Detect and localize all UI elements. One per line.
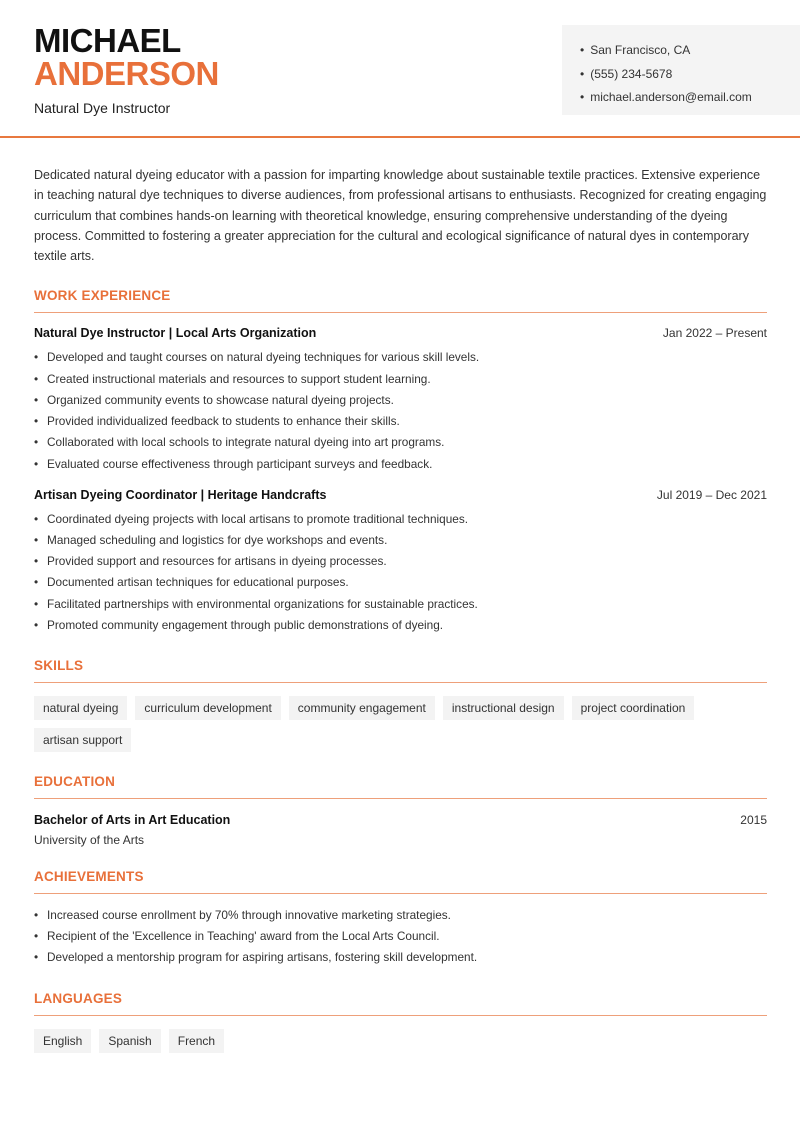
graduation-year: 2015	[740, 812, 767, 827]
job-bullets	[34, 509, 767, 636]
achievement-item: • Increased course enrollment by 70% through innovative marketing strategies.	[34, 905, 767, 926]
job-dates: Jan 2022 – Present	[662, 326, 767, 341]
bullet-item: • Provided individualized feedback to students to enhance their skills.	[34, 411, 767, 432]
work-experience-section	[34, 288, 767, 635]
contact-email: • michael.anderson@email.com	[580, 86, 800, 110]
section-heading: ACHIEVEMENTS	[34, 869, 767, 894]
job-bullets	[34, 347, 767, 474]
resume-header	[0, 0, 800, 138]
candidate-name	[34, 24, 219, 90]
skill-tag: natural dyeing	[34, 696, 127, 720]
skill-tag: artisan support	[34, 728, 131, 752]
bullet-item: • Facilitated partnerships with environmental organizations for sustainable practices.	[34, 594, 767, 615]
job-dates: Jul 2019 – Dec 2021	[656, 487, 767, 502]
first-name: MICHAEL	[34, 22, 181, 59]
skills-section	[34, 658, 767, 752]
summary: Dedicated natural dyeing educator with a passion for imparting knowledge about sustainable textile practices. Extensive experience in teaching natural dye techniques to diverse audiences, from professional artisans to enthusiasts. Recognized for creating engaging curriculum that combines hands-on learning with theoretical knowledge, ensuring comprehensive understanding of the dyeing process. Committed to fostering a greater appreciation for the cultural and ecological significance of natural dyes in contemporary textile arts.	[34, 168, 767, 264]
section-heading: EDUCATION	[34, 774, 767, 799]
section-heading: LANGUAGES	[34, 991, 767, 1016]
contact-phone: • (555) 234-5678	[580, 63, 800, 87]
achievements-section	[34, 869, 767, 969]
language-tag: French	[169, 1029, 224, 1053]
skill-tag: project coordination	[572, 696, 695, 720]
achievement-item: • Recipient of the 'Excellence in Teaching' award from the Local Arts Council.	[34, 926, 767, 947]
languages-section	[34, 991, 767, 1053]
bullet-item: • Created instructional materials and resources to support student learning.	[34, 369, 767, 390]
bullet-item: • Provided support and resources for artisans in dyeing processes.	[34, 551, 767, 572]
job-entry	[34, 488, 767, 636]
job-entry	[34, 326, 767, 474]
bullet-item: • Coordinated dyeing projects with local artisans to promote traditional techniques.	[34, 509, 767, 530]
skill-tag: curriculum development	[135, 696, 280, 720]
section-heading: SKILLS	[34, 658, 767, 683]
section-heading: WORK EXPERIENCE	[34, 288, 767, 313]
contact-box	[562, 25, 800, 115]
job-title: Natural Dye Instructor	[34, 100, 171, 116]
skill-tag: community engagement	[289, 696, 435, 720]
degree: Bachelor of Arts in Art Education	[34, 812, 231, 827]
bullet-item: • Promoted community engagement through public demonstrations of dyeing.	[34, 615, 767, 636]
bullet-item: • Managed scheduling and logistics for dye workshops and events.	[34, 530, 767, 551]
bullet-item: • Documented artisan techniques for educational purposes.	[34, 572, 767, 593]
language-tag: Spanish	[99, 1029, 160, 1053]
skill-tag: instructional design	[443, 696, 564, 720]
bullet-item: • Evaluated course effectiveness through participant surveys and feedback.	[34, 454, 767, 475]
bullet-item: • Collaborated with local schools to integrate natural dyeing into art programs.	[34, 432, 767, 453]
last-name: ANDERSON	[34, 55, 219, 92]
job-header	[34, 488, 767, 502]
job-title: Natural Dye Instructor | Local Arts Organization	[34, 326, 317, 341]
bullet-item: • Developed and taught courses on natural dyeing techniques for various skill levels.	[34, 347, 767, 368]
bullet-item: • Organized community events to showcase natural dyeing projects.	[34, 390, 767, 411]
language-tag: English	[34, 1029, 91, 1053]
achievement-item: • Developed a mentorship program for aspiring artisans, fostering skill development.	[34, 947, 767, 968]
education-section	[34, 774, 767, 847]
contact-location: • San Francisco, CA	[580, 39, 800, 63]
job-title: Artisan Dyeing Coordinator | Heritage Handcrafts	[34, 487, 327, 502]
school: University of the Arts	[34, 832, 145, 847]
job-header	[34, 326, 767, 340]
